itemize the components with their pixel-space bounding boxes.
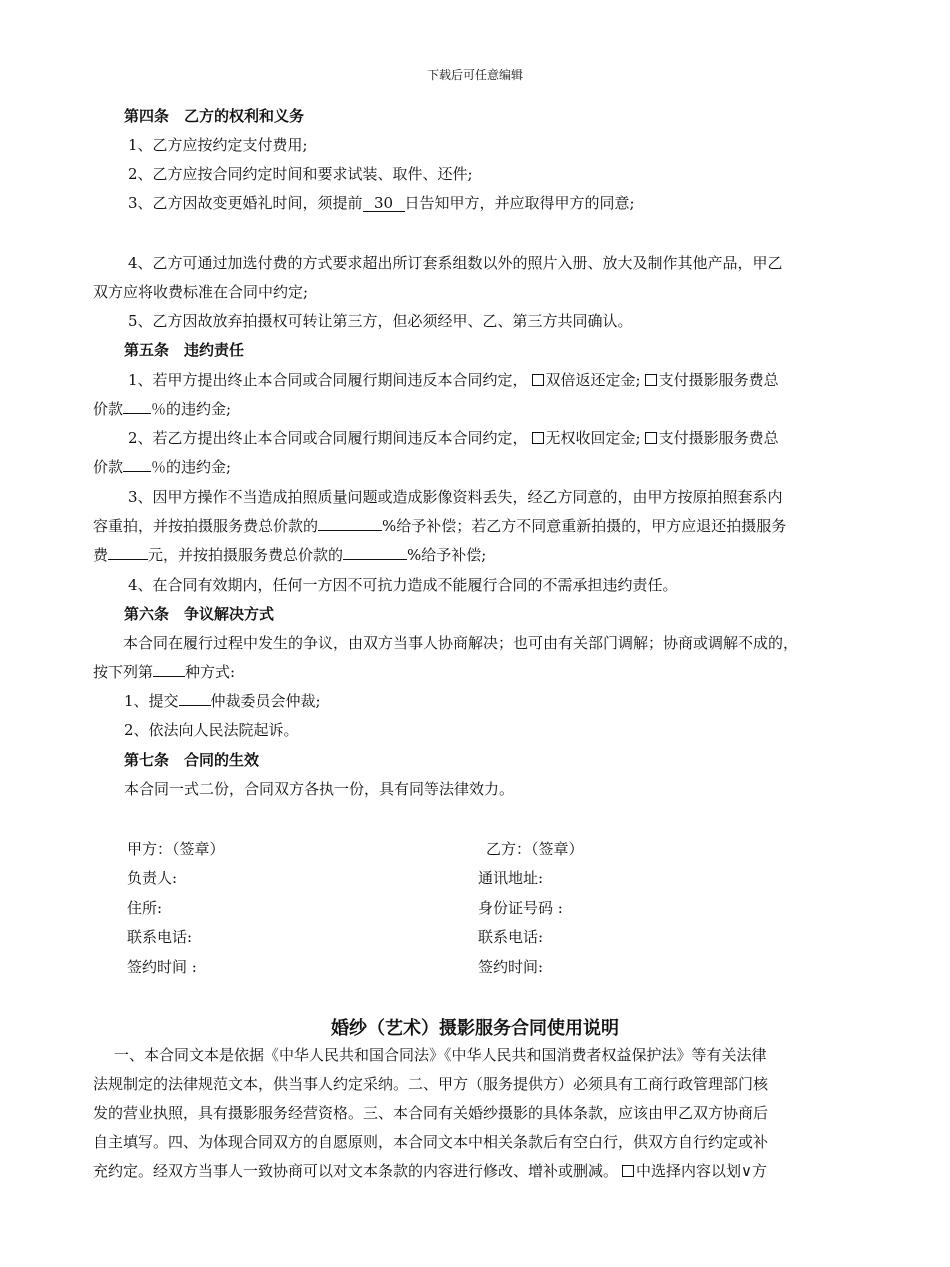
dispute-method-field[interactable] [153, 676, 185, 677]
article-5-item-4: 4、在合同有效期内，任何一方因不可抗力造成不能履行合同的不需承担违约责任。 [128, 576, 678, 594]
penalty-percent-b-field[interactable] [123, 471, 151, 472]
instructions-line-5 [93, 1161, 857, 1181]
arbitration-committee-field[interactable] [179, 705, 211, 706]
article-4-item-3 [128, 193, 635, 213]
instructions-line-3: 发的营业执照，具有摄影服务经营资格。三、本合同有关婚纱摄影的具体条款，应该由甲乙双方协商后 [93, 1104, 769, 1122]
article-5-item-2-line-2 [93, 457, 231, 477]
article-5-item-1-cont: 价款 [93, 400, 124, 418]
article-4-title: 第四条 乙方的权利和义务 [124, 107, 305, 125]
option-double-deposit-label: 双倍返还定金; [545, 371, 641, 389]
article-5-item-1-line-2 [93, 399, 231, 419]
option-forfeit-deposit-label: 无权收回定金; [545, 429, 641, 447]
article-4-item-3-pre: 3、乙方因故变更婚礼时间，须提前 [128, 194, 363, 212]
penalty-percent-a-field[interactable] [123, 413, 151, 414]
option-penalty-b-label: 支付摄影服务费总 [658, 429, 779, 447]
checkbox-forfeit-deposit[interactable] [532, 432, 544, 444]
party-a-seal: 甲方：（签章） [127, 840, 225, 858]
article-5-item-3-text-d: 元，并按拍摄服务费总价款的 [148, 546, 344, 564]
checkbox-sample [622, 1165, 634, 1177]
party-b-phone: 联系电话: [478, 928, 544, 946]
party-b-address: 通讯地址: [478, 869, 544, 887]
checkbox-penalty-a[interactable] [645, 374, 657, 386]
article-6-paragraph-line-1: 本合同在履行过程中发生的争议，由双方当事人协商解决；也可由有关部门调解；协商或调解不成的， [123, 634, 799, 652]
party-a-sign-date: 签约时间 : [127, 958, 197, 976]
article-5-item-1-end: ％的违约金; [151, 400, 232, 418]
article-5-item-3-line-1: 3、因甲方操作不当造成拍照质量问题或造成影像资料丢失，经乙方同意的，由甲方按原拍照套系内 [128, 488, 783, 506]
instructions-title: 婚纱（艺术）摄影服务合同使用说明 [331, 1018, 619, 1039]
article-6-paragraph-line-2 [93, 662, 235, 682]
checkbox-penalty-b[interactable] [645, 432, 657, 444]
article-5-item-2-line-1 [128, 428, 779, 448]
article-6-method-text-b: 种方式: [185, 663, 236, 681]
instructions-line-5-text-a: 充约定。经双方当事人一致协商可以对文本条款的内容进行修改、增补或删减。 [93, 1162, 619, 1180]
arbitration-text-a: 1、提交 [124, 692, 179, 710]
article-7-title: 第七条 合同的生效 [124, 751, 260, 769]
article-6-title: 第六条 争议解决方式 [124, 605, 275, 623]
instructions-line-1: 一、本合同文本是依据《中华人民共和国合同法》《中华人民共和国消费者权益保护法》等有关法律 [114, 1046, 767, 1064]
page-header: 下载后可任意编辑 [426, 68, 523, 82]
article-6-item-1 [124, 691, 321, 711]
notice-days-field: 30 [363, 195, 405, 212]
article-5-item-3-line-3 [93, 545, 486, 565]
checkbox-double-deposit[interactable] [532, 374, 544, 386]
instructions-line-2: 法规制定的法律规范文本，供当事人约定采纳。二、甲方（服务提供方）必须具有工商行政管理部门核 [93, 1075, 769, 1093]
article-5-item-2-cont: 价款 [93, 458, 124, 476]
article-4-item-4-line-2: 双方应将收费标准在合同中约定; [93, 283, 309, 301]
article-4-item-1: 1、乙方应按约定支付费用; [128, 136, 308, 154]
article-4-item-2: 2、乙方应按合同约定时间和要求试装、取件、还件; [128, 165, 473, 183]
party-b-sign-date: 签约时间: [478, 958, 544, 976]
article-5-item-1-text: 1、若甲方提出终止本合同或合同履行期间违反本合同约定， [128, 371, 528, 389]
article-4-item-4-line-1: 4、乙方可通过加选付费的方式要求超出所订套系组数以外的照片入册、放大及制作其他产品，甲乙 [128, 254, 783, 272]
refund-amount-field[interactable] [108, 559, 148, 560]
party-a-phone: 联系电话: [127, 928, 193, 946]
instructions-line-4: 自主填写。四、为体现合同双方的自愿原则，本合同文本中相关条款后有空白行，供双方自行约定或补 [93, 1133, 769, 1151]
article-5-item-2-end: ％的违约金; [151, 458, 232, 476]
arbitration-text-b: 仲裁委员会仲裁; [210, 692, 321, 710]
party-a-representative: 负责人: [127, 869, 178, 887]
article-5-item-3-text-a: 容重拍，并按拍摄服务费总价款的 [93, 517, 319, 535]
article-5-title: 第五条 违约责任 [124, 341, 245, 359]
article-4-item-5: 5、乙方因故放弃拍摄权可转让第三方，但必须经甲、乙、第三方共同确认。 [128, 312, 633, 330]
article-5-item-3-text-c: 费 [93, 546, 109, 564]
compensation-percent-field-1[interactable] [318, 530, 382, 531]
article-5-item-3-text-e: %给予补偿; [407, 546, 487, 564]
article-5-item-3-text-b: %给予补偿；若乙方不同意重新拍摄的，甲方应退还拍摄服务 [382, 517, 787, 535]
article-5-item-2-text: 2、若乙方提出终止本合同或合同履行期间违反本合同约定， [128, 429, 528, 447]
compensation-percent-field-2[interactable] [343, 559, 407, 560]
article-5-item-3-line-2 [93, 516, 786, 536]
article-5-item-1-line-1 [128, 370, 779, 390]
party-b-id-number: 身份证号码 : [478, 899, 563, 917]
article-6-method-text-a: 按下列第 [93, 663, 154, 681]
article-7-paragraph: 本合同一式二份，合同双方各执一份，具有同等法律效力。 [124, 780, 515, 798]
option-penalty-a-label: 支付摄影服务费总 [658, 371, 779, 389]
instructions-line-5-text-b: 中选择内容以划∨方 [636, 1162, 767, 1180]
article-4-item-3-post: 日告知甲方，并应取得甲方的同意; [404, 194, 635, 212]
party-a-address: 住所: [127, 899, 163, 917]
party-b-seal: 乙方：（签章） [486, 840, 584, 858]
article-6-item-2: 2、依法向人民法院起诉。 [124, 721, 299, 739]
